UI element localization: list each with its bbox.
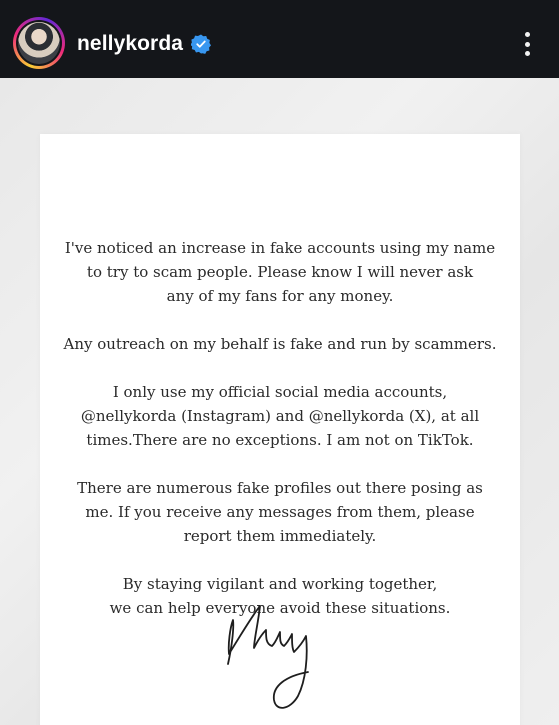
text-line: report them immediately.	[183, 527, 377, 545]
text-line: times.There are no exceptions. I am not on TikTok.	[86, 431, 474, 449]
paragraph	[40, 332, 520, 356]
username-row	[77, 30, 211, 58]
text-line: By staying vigilant and working together,	[122, 575, 438, 593]
username-link[interactable]: nellykorda	[77, 32, 184, 55]
text-line: I've noticed an increase in fake accounts using my name	[64, 239, 496, 257]
paragraph	[40, 236, 520, 308]
avatar[interactable]	[13, 17, 65, 69]
post-header	[0, 0, 559, 78]
text-line: to try to scam people. Please know I will never ask	[86, 263, 474, 281]
more-options-button[interactable]	[515, 28, 539, 60]
text-line: I only use my official social media accounts,	[112, 383, 448, 401]
profile-photo	[18, 22, 60, 64]
statement-card	[40, 134, 520, 725]
text-line: me. If you receive any messages from them, please	[85, 503, 475, 521]
text-line: any of my fans for any money.	[166, 287, 394, 305]
paragraph	[40, 476, 520, 548]
post-image[interactable]	[0, 78, 559, 725]
more-vertical-icon	[525, 32, 530, 37]
statement-text	[40, 236, 520, 644]
handwritten-signature	[220, 596, 330, 716]
text-line: Any outreach on my behalf is fake and run by scammers.	[63, 335, 497, 353]
text-line: There are numerous fake profiles out there posing as	[77, 479, 483, 497]
verified-badge-icon	[191, 34, 211, 54]
paragraph	[40, 380, 520, 452]
text-line: @nellykorda (Instagram) and @nellykorda (X), at all	[80, 407, 480, 425]
text-line: we can help everyone avoid these situations.	[109, 599, 451, 617]
